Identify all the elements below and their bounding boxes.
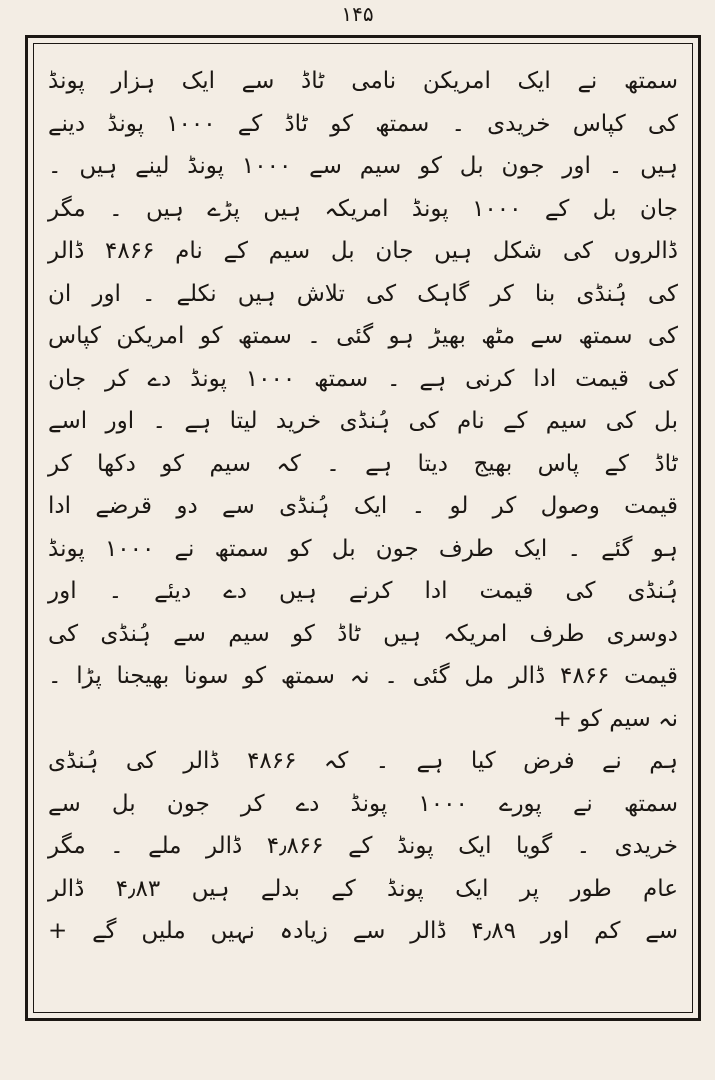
text-line: کی ہُنڈی بنا کر گاہک کی تلاش ہیں نکلے ۔ اور ان bbox=[48, 280, 678, 307]
text-line: کی سمتھ سے مٹھ بھیڑ ہو گئی ۔ سمتھ کو امریکن کپاس bbox=[48, 323, 678, 349]
text-line: ڈالروں کی شکل ہیں جان بل سیم کے نام ۴۸۶۶ ڈالر bbox=[48, 238, 678, 264]
text-line: خریدی ۔ گویا ایک پونڈ کے ۴٫۸۶۶ ڈالر ملے ۔ مگر bbox=[48, 833, 678, 859]
text-line: ہیں ۔ اور جون بل کو سیم سے ۱۰۰۰ پونڈ لینے ہیں ۔ bbox=[48, 153, 678, 179]
text-line: قیمت ۴۸۶۶ ڈالر مل گئی ۔ نہ سمتھ کو سونا بھیجنا پڑا ۔ bbox=[48, 663, 678, 689]
text-line: سمتھ نے پورے ۱۰۰۰ پونڈ دے کر جون بل سے bbox=[48, 790, 678, 817]
text-line: ہم نے فرض کیا ہے ۔ کہ ۴۸۶۶ ڈالر کی ہُنڈی bbox=[48, 748, 678, 774]
text-line: عام طور پر ایک پونڈ کے بدلے ہیں ۴٫۸۳ ڈالر bbox=[48, 875, 678, 902]
text-line: ہو گئے ۔ ایک طرف جون بل کو سمتھ نے ۱۰۰۰ پونڈ bbox=[48, 535, 678, 562]
text-line: سمتھ نے ایک امریکن نامی ٹاڈ سے ایک ہزار پونڈ bbox=[48, 68, 678, 94]
text-line: سے کم اور ۴٫۸۹ ڈالر سے زیادہ نہیں ملیں گے + bbox=[48, 918, 678, 944]
text-block bbox=[48, 60, 678, 953]
text-line: کی قیمت ادا کرنی ہے ۔ سمتھ ۱۰۰۰ پونڈ دے کر جان bbox=[48, 365, 678, 392]
text-line: نہ سیم کو + bbox=[552, 705, 678, 732]
page-number: ۱۴۵ bbox=[341, 2, 374, 26]
text-line: بل کی سیم کے نام کی ہُنڈی خرید لیتا ہے ۔ اور اسے bbox=[48, 408, 678, 434]
text-line: ہُنڈی کی قیمت ادا کرنے ہیں دے دیئے ۔ اور bbox=[48, 578, 678, 604]
text-line: ٹاڈ کے پاس بھیج دیتا ہے ۔ کہ سیم کو دکھا کر bbox=[48, 450, 678, 477]
text-line: کی کپاس خریدی ۔ سمتھ کو ٹاڈ کے ۱۰۰۰ پونڈ دینے bbox=[48, 110, 678, 137]
text-line: قیمت وصول کر لو ۔ ایک ہُنڈی سے دو قرضے ادا bbox=[48, 493, 678, 519]
text-line: دوسری طرف امریکہ ہیں ٹاڈ کو سیم سے ہُنڈی کی bbox=[48, 620, 678, 647]
text-line: جان بل کے ۱۰۰۰ پونڈ امریکہ ہیں پڑے ہیں ۔ مگر bbox=[48, 195, 679, 222]
